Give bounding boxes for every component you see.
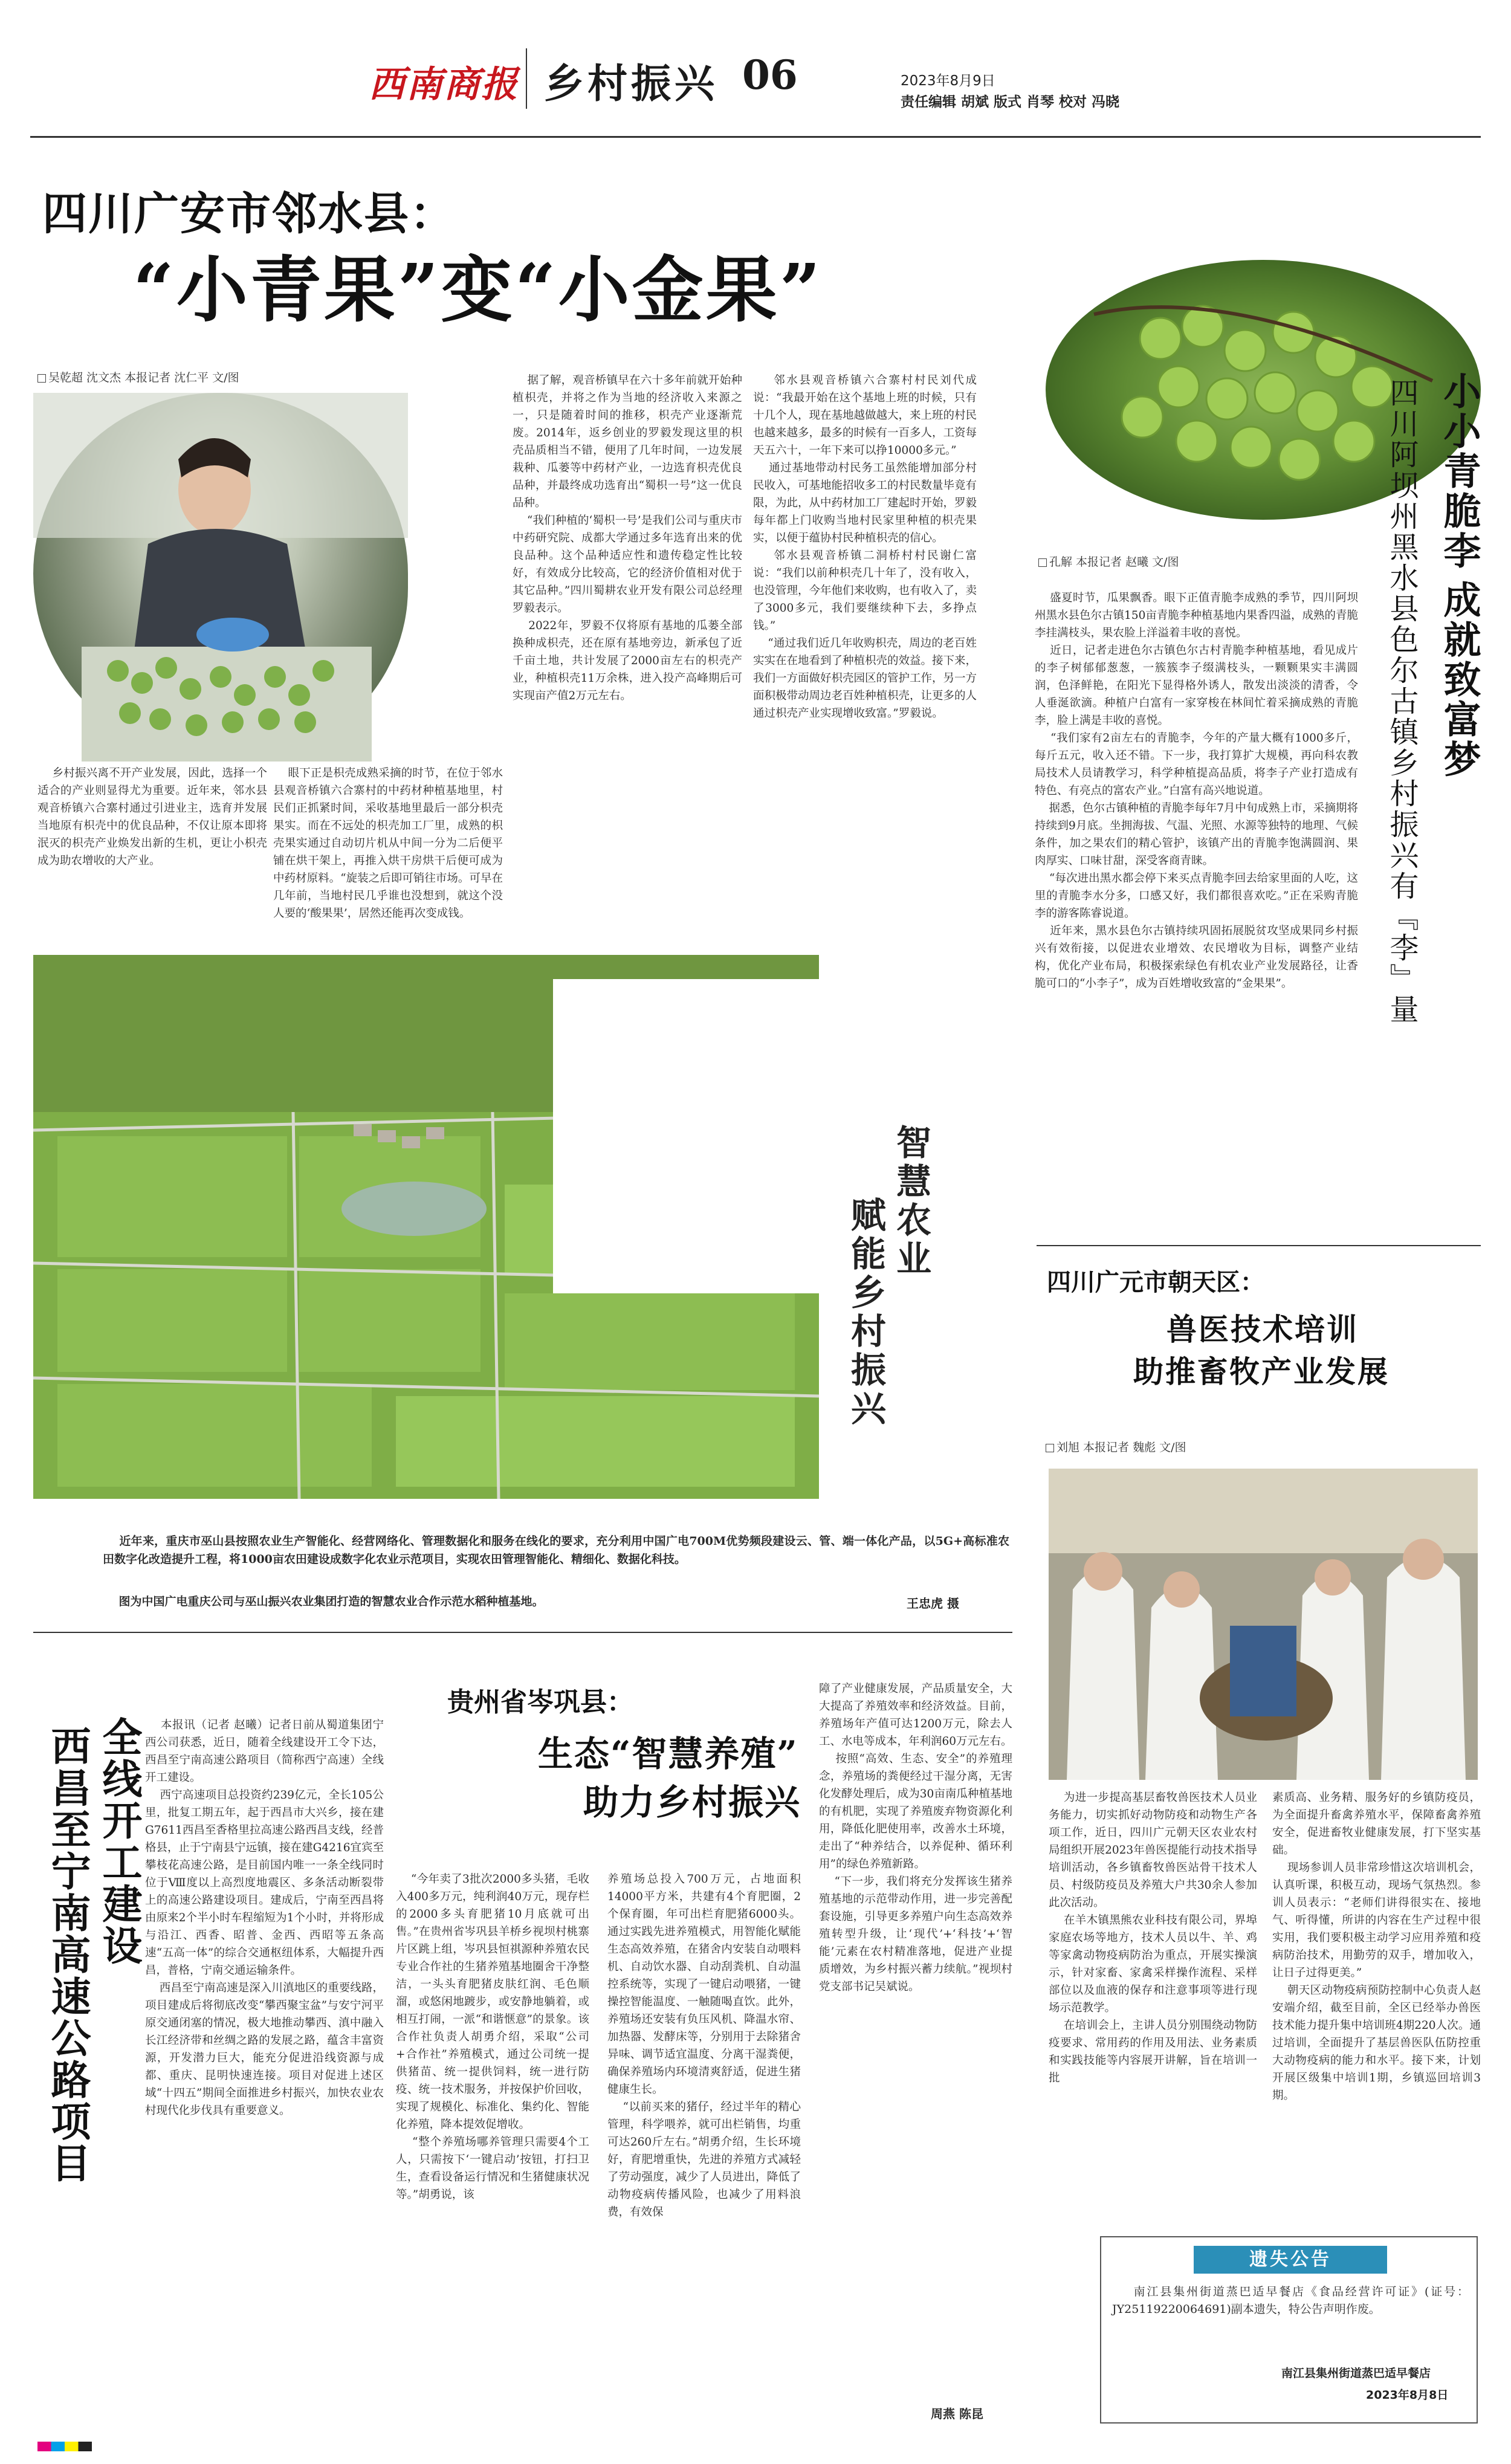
notice-date: 2023年8月8日	[1366, 2388, 1449, 2402]
article1-col-c: 邻水县观音桥镇六合寨村村民刘代成说：“我最开始在这个基地上班的时候，只有十几个人，现在基地越做越大，来上班的村民也越来越多，最多的时候有一百多人，工资每天五六十，一年下来可以挣10000多元。” 通过基地带动村民务工虽然能增加部分村民收入，可基地能招收多工的村民数量毕竟有限，为此，从中药材加工厂建起时开始，罗毅每年都上门收购当地村民家里种植的枳壳果实，以便于蕴协村民种植枳壳的信心。 邻水县观音桥镇二洞桥村村民谢仁富说：“我们以前种枳壳几十年了，没有收入，也没管理，今年他们来收购，也有收入了，卖了3000多元，我们要继续种下去，多挣点钱。” “通过我们近几年收购枳壳，周边的老百姓实实在在地看到了种植枳壳的效益。接下来，我们一方面做好枳壳园区的管护工作，另一方面积极带动周边老百姓种植枳壳，让更多的人通过枳壳产业实现增收致富。”罗毅说。	[753, 374, 977, 720]
article3-top-rule	[1037, 1245, 1481, 1246]
article5-col3: 障了产业健康发展，产品质量安全，大大提高了养殖效率和经济效益。目前，养殖场年产值可达1200万元，除去人工、水电等成本，年利润60万元左右。 按照“高效、生态、安全”的养殖理念，养殖场的粪便经过干湿分离，无害化发酵处理后，成为30亩南瓜种植基地的有机肥，实现了养殖废弃物资源化利用，降低化肥使用率，改善水土环境，走出了“种养结合，以养促种、循环利用”的绿色养殖新路。 “下一步，我们将充分发挥该生猪养殖基地的示范带动作用，进一步完善配套设施，引导更多养殖户向生态高效养殖转型升级，让‘现代’+‘科技’+‘智能’元素在农村精准落地，促进产业提质增效，为乡村振兴蓄力续航。”视坝村党支部书记吴斌说。	[819, 1683, 1012, 1993]
byline-text: 吴乾超 沈文杰 本报记者 沈仁平 文/图	[48, 371, 239, 384]
feature-title-1: 智慧农业	[890, 1124, 931, 1279]
article1-byline	[37, 369, 239, 385]
masthead-rule	[30, 136, 1481, 138]
feature-credit: 王忠虎 摄	[907, 1596, 959, 1611]
article3-col2: 素质高、业务精、服务好的乡镇防疫员，为全面提升畜禽养殖水平，保障畜禽养殖安全，促进畜牧业健康发展，打下坚实基础。 现场参训人员非常珍惜这次培训机会，认真听课，积极互动，现场气氛热烈。参训人员表示：“老师们讲得很实在、接地气、听得懂，所讲的内容在生产过程中很实用，我们要积极主动学习应用养殖和疫病防治技术，用勤劳的双手，增加收入，让日子过得更美。” 朝天区动物疫病预防控制中心负责人赵安端介绍，截至目前，全区已经举办兽医技术能力提升集中培训班4期220人次。通过培训，全面提升了基层兽医队伍防控重大动物疫病的能力和水平。接下来，计划开展区级集中培训1期，乡镇巡回培训3期。	[1272, 1791, 1481, 2102]
article2-subtitle: 四川阿坝州黑水县色尔古镇乡村振兴有『李』量	[1385, 378, 1419, 1025]
masthead-divider	[526, 48, 527, 109]
article3-byline	[1046, 1438, 1186, 1455]
article1-col1: 乡村振兴离不开产业发展，因此，选择一个适合的产业则显得尤为重要。近年来，邻水县观音桥镇六合寨村通过引进业主，选育并发展当地原有枳壳中的优良品种，不仅让原本即将泯灭的枳壳产业焕发出新的生机，更让小枳壳成为助农增收的大产业。	[37, 767, 267, 867]
article5-col1: “今年卖了3批次2000多头猪，毛收入400多万元，纯利润40万元，现存栏的2000多头育肥猪10月底就可出售。”在贵州省岑巩县羊桥乡视坝村桃寨片区跳上组，岑巩县恒祺源种养殖农民专业合作社的生猪养殖基地圈舍干净整洁，一头头育肥猪皮肤红润、毛色顺溜，或悠闲地踱步，或安静地躺着，或相互打闹，一派“和谐惬意”的景象。该合作社负责人胡勇介绍，采取“公司+合作社”养殖模式，通过公司统一提供猪苗、统一提供饲料，统一进行防疫、统一技术服务，并按保护价回收，实现了规模化、标准化、集约化、智能化养殖，降本提效促增收。 “整个养殖场哪养管理只需要4个工人，只需按下‘一键启动’按钮，打扫卫生，查看设备运行情况和生猪健康状况等。”胡勇说，该	[396, 1873, 589, 2201]
notice-signer: 南江县集州街道蒸巴适早餐店	[1281, 2367, 1431, 2380]
article2-body: 盛夏时节，瓜果飘香。眼下正值青脆李成熟的季节，四川阿坝州黑水县色尔古镇150亩青脆李种植基地内果香四溢，成熟的青脆李挂满枝头，果农脸上洋溢着丰收的喜悦。 近日，记者走进色尔古镇色尔古村青脆李种植基地，看见成片的李子树郁郁葱葱，一簇簇李子缀满枝头，一颗颗果实丰满圆润，色泽鲜艳，在阳光下显得格外诱人，散发出淡淡的清香，令人垂涎欲滴。种植户白富有一家穿梭在林间忙着采摘成熟的青脆李，脸上满是丰收的喜悦。 “我们家有2亩左右的青脆李，今年的产量大概有1000多斤，每斤五元，收入还不错。下一步，我打算扩大规模，再向科农教局技术人员请教学习，科学种植提高品质，将李子产业打造成有特色、有亮点的富农产业。”白富有高兴地说道。 据悉，色尔古镇种植的青脆李每年7月中旬成熟上市，采摘期将持续到9月底。坐拥海拔、气温、光照、水源等独特的地理、气候条件，加之果农们的精心管护，该镇产出的青脆李饱满圆润、果肉厚实、口味甘甜，深受客商青睐。 “每次进出黑水都会停下来买点青脆李回去给家里面的人吃，这里的青脆李水分多，口感又好，我们都很喜欢吃。”正在采购青脆李的游客陈睿说道。 近年来，黑水县色尔古镇持续巩固拓展脱贫攻坚成果同乡村振兴有效衔接，以促进农业增效、农民增收为目标，调整产业结构，优化产业布局，积极探索绿色有机农业产业发展路径，让香脆可口的“小李子”，成为百姓增收致富的“金果果”。	[1035, 592, 1359, 990]
color-bar	[37, 2442, 92, 2451]
article4-title: 西昌至宁南高速公路项目	[44, 1725, 91, 2184]
article1-col-a: 眼下正是枳壳成熟采摘的时节，在位于邻水县观音桥镇六合寨村的中药材种植基地里，村民们正抓紧时间，采收基地里最后一部分枳壳果实。而在不远处的枳壳加工厂里，成熟的枳壳果实通过自动切片机从中间一分为二后便平铺在烘干架上，再推入烘干房烘干后便可成为中药材原料。“旋装之后即可销往市场。可早在几年前，当地村民几乎谁也没想到，就这个没人要的‘酸果果’，居然还能再次变成钱。	[273, 767, 503, 920]
article3-col1: 为进一步提高基层畜牧兽医技术人员业务能力，切实抓好动物防疫和动物生产各项工作，近日，四川广元朝天区农业农村局组织开展2023年兽医提能行动技术指导培训活动，各乡镇畜牧兽医站骨干技术人员、村级防疫员及养殖大户共30余人参加此次活动。 在羊木镇黑熊农业科技有限公司，界埠家庭农场等地方，技术人员以牛、羊、鸡等家禽动物疫病防治为重点，开展实操演示，针对家畜、家禽采样操作流程、采样部位以及血液的保存和注意事项等进行现场示范教学。 在培训会上，主讲人员分别围绕动物防疫要求、常用药的作用及用法、业务素质和实践技能等内容展开讲解，旨在培训一批	[1049, 1791, 1257, 2084]
article5-col2: 养殖场总投入700万元，占地面积14000平方米，共建有4个育肥圈，2个保育圈，年可出栏育肥猪6000头。通过实践先进养殖模式，用智能化赋能生态高效养殖，在猪舍内安装自动喂料机、自动饮水器、自动刮粪机、自动温控系统等，实现了一键启动喂猪，一键操控智能温度、一触随喝直饮。此外，养殖场还安装有负压风机、降温水帘、加热器、发酵床等，分别用于去除猪舍异味、调节适宜温度、分离干湿粪便，确保养殖场内环境清爽舒适，促进生猪健康生长。 “以前买来的猪仔，经过半年的精心管理，科学喂养，就可出栏销售，均重可达260斤左右。”胡勇介绍，生长环境好，育肥增重快，先进的养殖方式减轻了劳动强度，减少了人员进出，降低了动物疫病传播风险，也减少了用料浪费，有效保	[607, 1873, 801, 2219]
section-title: 乡村振兴	[544, 60, 718, 107]
article2-byline	[1038, 553, 1179, 569]
article5-credit: 周燕 陈昆	[931, 2407, 983, 2421]
article4-body: 本报讯（记者 赵曦）记者日前从蜀道集团宁西公司获悉，近日，随着全线建设开工令下达，西昌至宁南高速公路项目（简称西宁高速）全线开工建设。 西宁高速项目总投资约239亿元，全长105公里，批复工期五年，起于西昌市大兴乡，接在建G7611西昌至香格里拉高速公路西昌支线，经普格县，止于宁南县宁远镇，接在建G4216宜宾至攀枝花高速公路，是目前国内唯一一条全线同时位于Ⅷ度以上高烈度地震区、多条活动断裂带上的高速公路建设项目。建成后，宁南至西昌将由原来2个半小时车程缩短为1个小时，并将形成与沿江、西香、昭普、金西、西昭等五条高速“五高一体”的综合交通枢纽体系，大幅提升西昌，普格，宁南交通运输条件。 西昌至宁南高速是深入川滇地区的重要线路，项目建成后将彻底改变“攀西聚宝盆”与安宁河平原交通闭塞的情况，极大地推动攀西、滇中融入长江经济带和丝绸之路的发展之路，蕴含丰富资源，开发潜力巨大，能充分促进沿线资源与成都、重庆、昆明快速连接。项目对促进上述区域“十四五”期间全面推进乡村振兴，加快农业农村现代化步伐具有重要意义。	[145, 1719, 384, 2117]
article1-kicker: 四川广安市邻水县：	[42, 188, 456, 240]
byline-text: 孔解 本报记者 赵曦 文/图	[1049, 555, 1179, 569]
notice-header: 遗失公告	[1194, 2246, 1387, 2274]
article1-title: “小青果”变“小金果”	[133, 248, 823, 332]
notice-body: 南江县集州街道蒸巴适早餐店《食品经营许可证》(证号：JY25119220064691)副本遗失，特公告声明作废。	[1112, 2285, 1469, 2316]
article5-kicker: 贵州省岑巩县：	[447, 1687, 633, 1718]
feature-rule	[33, 1632, 1012, 1633]
farmland-aerial-photo	[33, 955, 819, 1499]
byline-box-icon	[1046, 1444, 1054, 1452]
page-number: 06	[742, 51, 798, 99]
byline-box-icon	[37, 374, 46, 383]
article5-title-1: 生态“智慧养殖”	[538, 1733, 798, 1774]
article2-title-1: 小小青脆李	[1437, 372, 1481, 571]
feature-caption2: 图为中国广电重庆公司与巫山振兴农业集团打造的智慧农业合作示范水稻种植基地。	[103, 1595, 544, 1608]
byline-text: 刘旭 本报记者 魏彪 文/图	[1056, 1441, 1186, 1454]
article5-title-2: 助力乡村振兴	[583, 1782, 801, 1823]
article3-kicker: 四川广元市朝天区：	[1047, 1268, 1264, 1296]
feature-caption: 近年来，重庆市巫山县按照农业生产智能化、经营网络化、管理数据化和服务在线化的要求，充分利用中国广电700M优势频段建设云、管、端一体化产品，以5G+高标准农田数字化改造提升工程，将1000亩农田建设成数字化农业示范项目，实现农田管理智能化、精细化、数据化科技。	[103, 1534, 1009, 1566]
byline-box-icon	[1038, 558, 1047, 567]
masthead-date: 2023年8月9日	[901, 73, 995, 89]
feature-title-2: 赋能乡村振兴	[845, 1197, 886, 1429]
article3-title-2: 助推畜牧产业发展	[1133, 1354, 1390, 1389]
article1-photo-worker	[33, 393, 408, 762]
article1-col-b: 据了解，观音桥镇早在六十多年前就开始种植枳壳，并将之作为当地的经济收入来源之一，只是随着时间的推移，枳壳产业逐渐荒废。2014年，返乡创业的罗毅发现这里的枳壳品质相当不错，便用了几年时间，一边发展栽种、瓜蒌等中药材产业，一边选育枳壳优良品种，并最终成功选育出“蜀枳一号”这一优良品种。 “我们种植的‘蜀枳一号’是我们公司与重庆市中药研究院、成都大学通过多年选育出来的优良品种。这个品种适应性和遗传稳定性比较好，有效成分比较高，它的经济价值相对优于其它品种。”四川蜀耕农业开发有限公司总经理罗毅表示。 2022年，罗毅不仅将原有基地的瓜蒌全部换种成枳壳，还在原有基地旁边，新承包了近千亩土地，共计发展了2000亩左右的枳壳产业，种植枳壳11万余株，进入投产高峰期后可实现亩产值2万元左右。	[513, 374, 742, 702]
vet-training-photo	[1049, 1469, 1478, 1780]
article2-title-2: 成就致富梦	[1437, 580, 1481, 780]
masthead-editors: 责任编辑 胡斌 版式 肖琴 校对 冯晓	[901, 94, 1120, 110]
article4-title2: 全线开工建设	[95, 1716, 143, 1967]
masthead-logo: 西南商报	[369, 63, 519, 106]
article3-title-1: 兽医技术培训	[1166, 1311, 1359, 1347]
